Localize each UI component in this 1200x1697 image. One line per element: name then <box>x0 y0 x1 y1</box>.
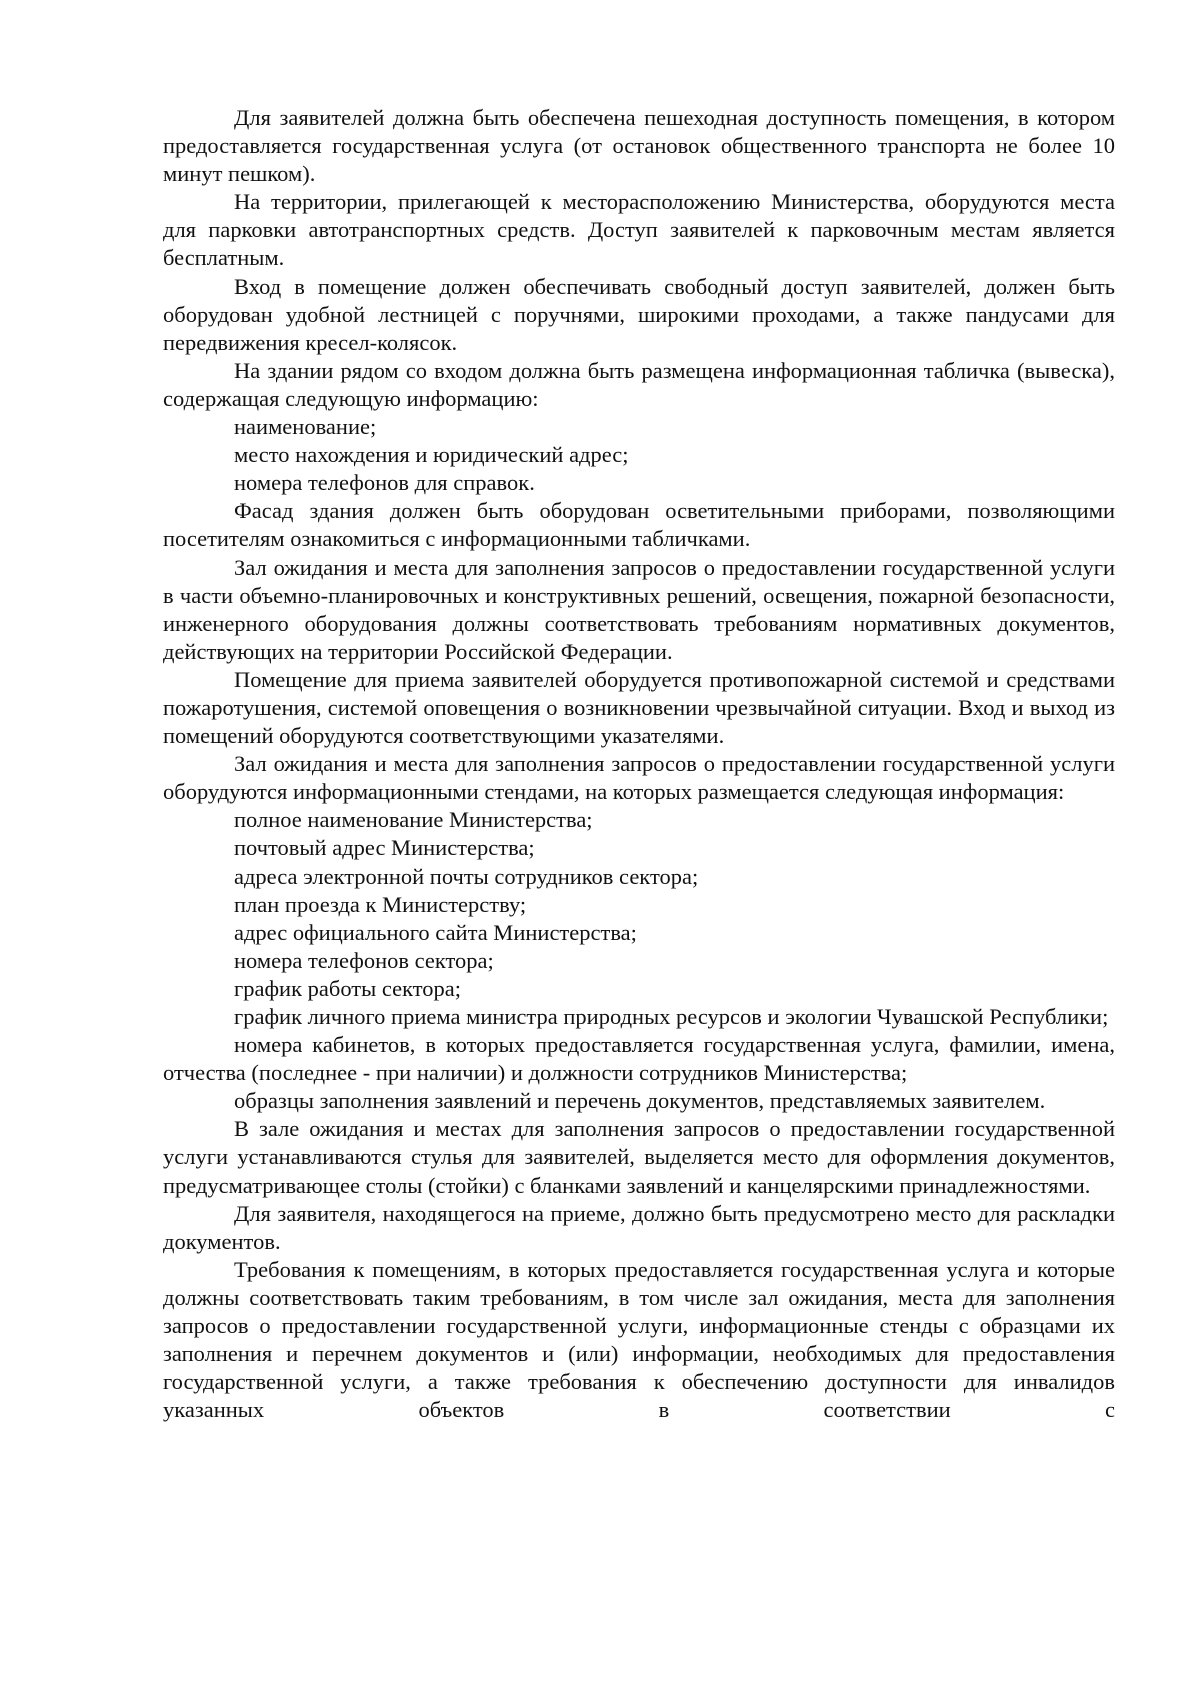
paragraph-premises-requirements: Требования к помещениям, в которых предоставляется государственная услуга и которые должны соответствовать таким требованиям, в том числе зал ожидания, места для заполнения запросов о предоставлении государственной услуги, информационные стенды с образцами их заполнения и перечнем документов и (или) информации, необходимых для предоставления государственной услуги, а также требования к обеспечению доступности для инвалидов указанных объектов в соответствии с <box>163 1256 1115 1423</box>
list-item: образцы заполнения заявлений и перечень документов, представляемых заявителем. <box>234 1088 1046 1114</box>
list-item: наименование; <box>234 414 377 440</box>
list-item: номера телефонов сектора; <box>234 947 494 973</box>
paragraph-fire-safety: Помещение для приема заявителей оборудуется противопожарной системой и средствами пожаротушения, системой оповещения о возникновении чрезвычайной ситуации. Вход и выход из помещений оборудуются соответствующими указателями. <box>163 666 1115 749</box>
list-item: место нахождения и юридический адрес; <box>234 442 629 468</box>
paragraph-waiting-hall-requirements: Зал ожидания и места для заполнения запросов о предоставлении государственной услуги в части объемно-планировочных и конструктивных решений, освещения, пожарной безопасности, инженерного оборудования должны соответствовать требованиям нормативных документов, действующих на территории Российской Федерации. <box>163 554 1115 664</box>
paragraph-info-stands: Зал ожидания и места для заполнения запросов о предоставлении государственной услуги оборудуются информационными стендами, на которых размещается следующая информация: <box>163 751 1115 805</box>
list-item: адрес официального сайта Министерства; <box>234 919 637 945</box>
list-item: номера кабинетов, в которых предоставляется государственная услуга, фамилии, имена, отчества (последнее - при наличии) и должности сотрудников Министерства; <box>163 1032 1115 1086</box>
list-item: график работы сектора; <box>234 975 462 1001</box>
list-item: план проезда к Министерству; <box>234 891 527 917</box>
paragraph-entrance: Вход в помещение должен обеспечивать свободный доступ заявителей, должен быть оборудован удобной лестницей с поручнями, широкими проходами, а также пандусами для передвижения кресел-колясок. <box>163 273 1115 355</box>
list-item: почтовый адрес Министерства; <box>234 835 535 861</box>
paragraph-document-place: Для заявителя, находящегося на приеме, должно быть предусмотрено место для раскладки документов. <box>163 1200 1115 1254</box>
paragraph-parking: На территории, прилегающей к месторасположению Министерства, оборудуются места для парковки автотранспортных средств. Доступ заявителей к парковочным местам является бесплатным. <box>163 189 1115 271</box>
paragraph-pedestrian-access: Для заявителей должна быть обеспечена пешеходная доступность помещения, в котором предоставляется государственная услуга (от остановок общественного транспорта не более 10 минут пешком). <box>163 105 1115 187</box>
document-page <box>163 104 1115 1424</box>
list-item: номера телефонов для справок. <box>234 470 535 496</box>
paragraph-signboard: На здании рядом со входом должна быть размещена информационная табличка (вывеска), содержащая следующую информацию: <box>163 357 1115 411</box>
paragraph-chairs: В зале ожидания и местах для заполнения запросов о предоставлении государственной услуги устанавливаются стулья для заявителей, выделяется место для оформления документов, предусматривающее столы (стойки) с бланками заявлений и канцелярскими принадлежностями. <box>163 1116 1115 1198</box>
list-item: полное наименование Министерства; <box>234 807 593 833</box>
paragraph-facade: Фасад здания должен быть оборудован осветительными приборами, позволяющими посетителям ознакомиться с информационными табличками. <box>163 498 1115 552</box>
list-item: адреса электронной почты сотрудников сектора; <box>234 863 699 889</box>
list-item: график личного приема министра природных ресурсов и экологии Чувашской Республики; <box>234 1004 1109 1029</box>
